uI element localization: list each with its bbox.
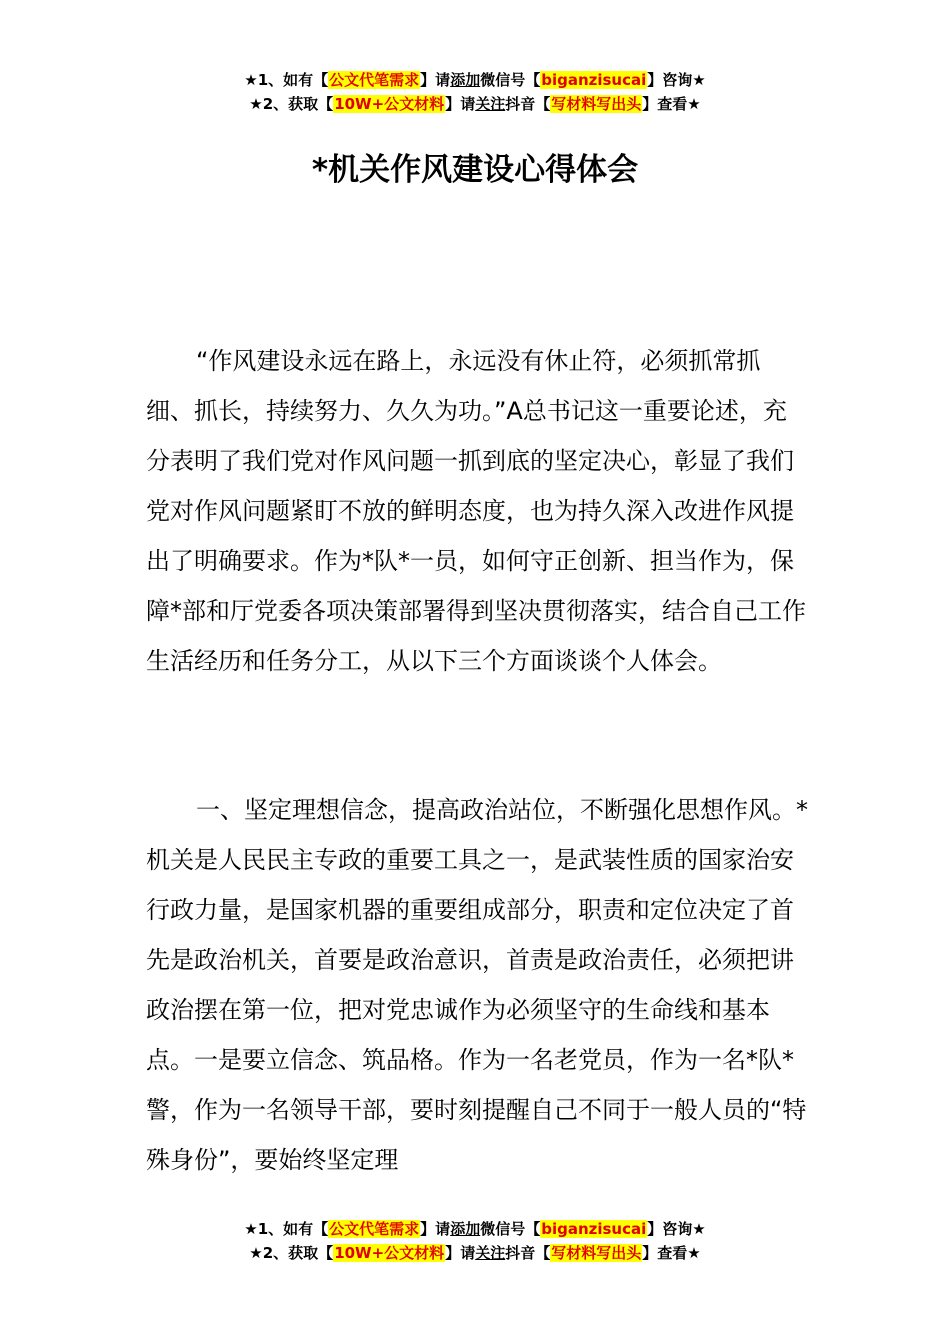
- highlight-douyin: 写材料写出头: [551, 1244, 642, 1262]
- highlight-douyin: 写材料写出头: [551, 95, 642, 113]
- header-banner: [0, 68, 950, 116]
- banner-line-2: ★2、获取【10W+公文材料】请关注抖音【写材料写出头】查看★: [249, 1244, 701, 1262]
- highlight-materials: 10W+公文材料: [334, 1244, 445, 1262]
- document-title: *机关作风建设心得体会: [311, 152, 639, 188]
- highlight-wechat: biganzisucai: [541, 1220, 647, 1238]
- highlight-materials: 10W+公文材料: [334, 95, 445, 113]
- highlight-service: 公文代笔需求: [329, 1220, 420, 1238]
- banner-line-1: ★1、如有【公文代笔需求】请添加微信号【biganzisucai】咨询★: [244, 71, 706, 89]
- paragraph-section-1: 一、坚定理想信念，提高政治站位，不断强化思想作风。*机关是人民民主专政的重要工具之一，是武装性质的国家治安行政力量，是国家机器的重要组成部分，职责和定位决定了首先是政治机关，首要是政治意识，首责是政治责任，必须把讲政治摆在第一位，把对党忠诚作为必须坚守的生命线和基本点。一是要立信念、筑品格。作为一名老党员，作为一名*队*警，作为一名领导干部，要时刻提醒自己不同于一般人员的“特殊身份”，要始终坚定理: [146, 796, 808, 1174]
- footer-banner: [0, 1217, 950, 1265]
- highlight-service: 公文代笔需求: [329, 71, 420, 89]
- highlight-wechat: biganzisucai: [541, 71, 647, 89]
- banner-line-1: ★1、如有【公文代笔需求】请添加微信号【biganzisucai】咨询★: [244, 1220, 706, 1238]
- banner-line-2: ★2、获取【10W+公文材料】请关注抖音【写材料写出头】查看★: [249, 95, 701, 113]
- paragraph-intro: “作风建设永远在路上，永远没有休止符，必须抓常抓细、抓长，持续努力、久久为功。”A总书记这一重要论述，充分表明了我们党对作风问题一抓到底的坚定决心，彰显了我们党对作风问题紧盯不放的鲜明态度，也为持久深入改进作风提出了明确要求。作为*队*一员，如何守正创新、担当作为，保障*部和厅党委各项决策部署得到坚决贯彻落实，结合自己工作生活经历和任务分工，从以下三个方面谈谈个人体会。: [146, 347, 806, 675]
